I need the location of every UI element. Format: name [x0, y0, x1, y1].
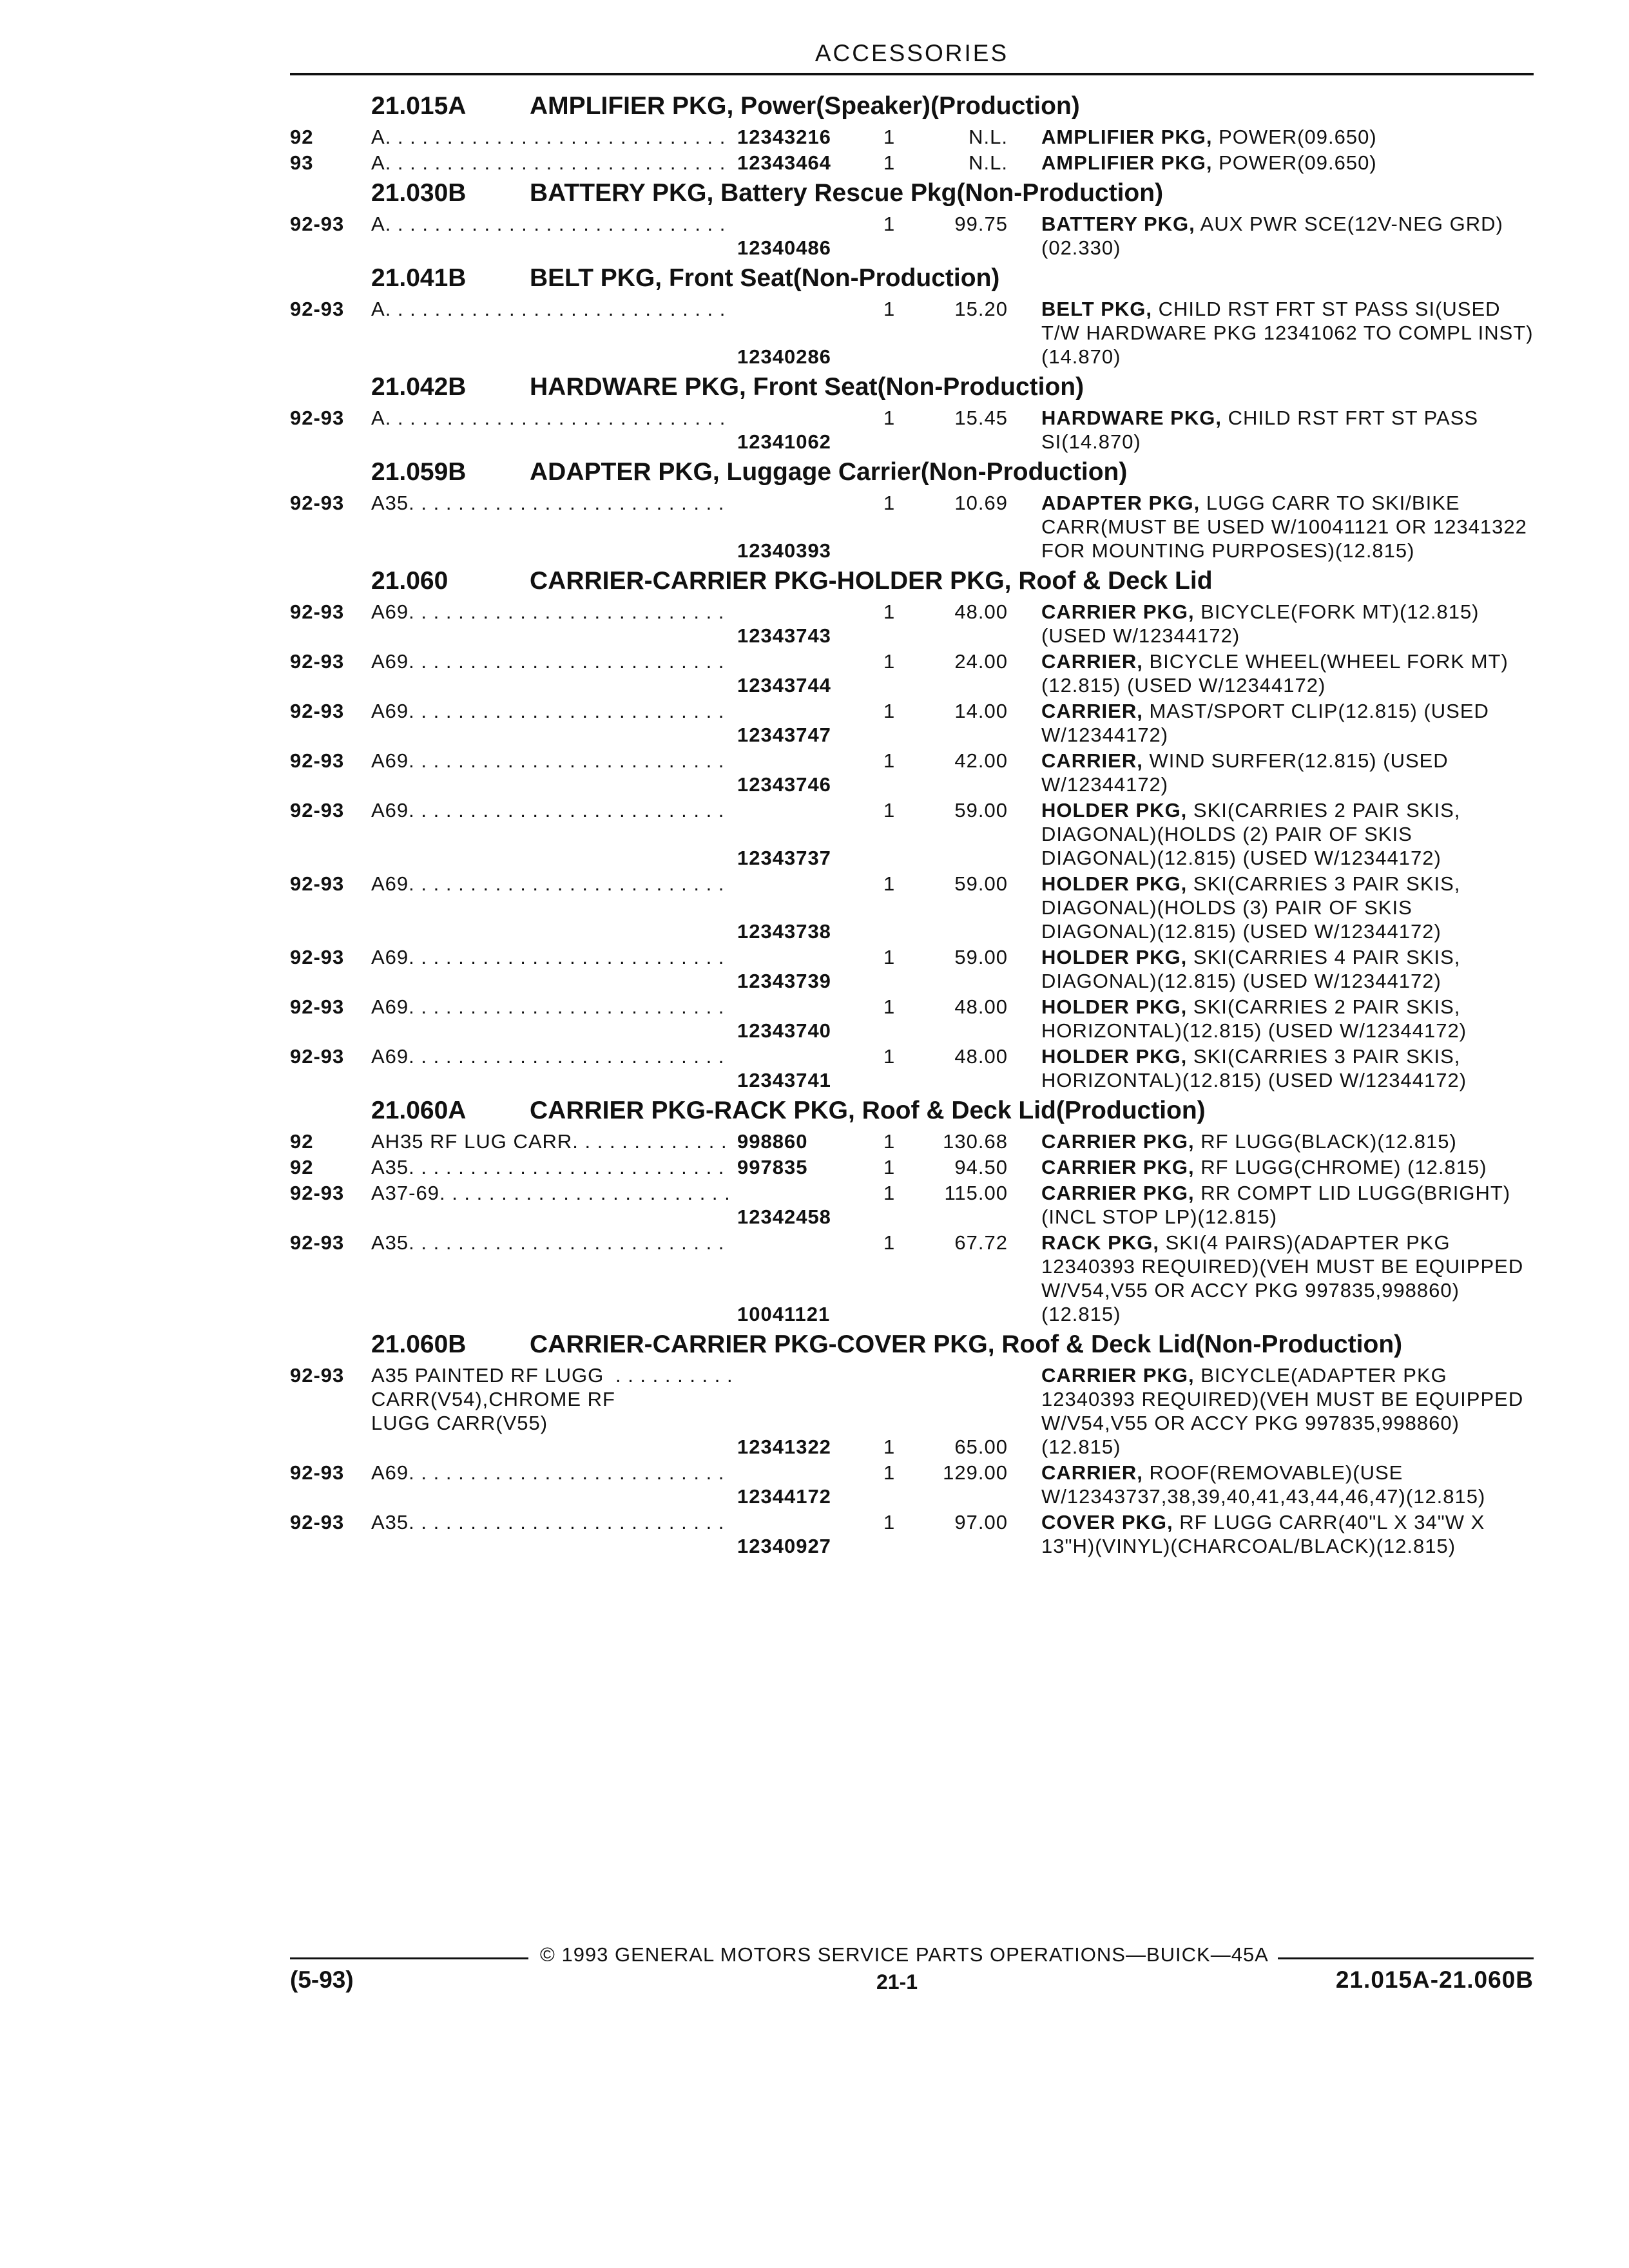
body-code — [371, 699, 732, 747]
quantity: 1 — [883, 126, 896, 148]
price: 48.00 — [954, 1045, 1008, 1068]
model-year: 92-93 — [290, 1231, 345, 1254]
body-code-text: A — [371, 407, 385, 429]
section-code: 21.060 — [371, 567, 448, 595]
footer-section-range: 21.015A-21.060B — [1335, 1966, 1534, 1993]
leader-dots — [409, 872, 732, 943]
price: 15.20 — [954, 298, 1008, 320]
part-name: CARRIER, — [1041, 1461, 1143, 1484]
part-number: 12343216 — [737, 126, 831, 148]
catalog-section — [290, 262, 1534, 369]
leader-dots — [439, 1181, 732, 1229]
part-detail: RF LUGG(BLACK)(12.815) — [1194, 1130, 1457, 1153]
section-heading — [290, 262, 1534, 294]
leader-dots — [409, 1510, 732, 1558]
model-year: 92-93 — [290, 1045, 345, 1068]
leader-dots — [409, 491, 732, 562]
part-detail: RF LUGG(CHROME) (12.815) — [1194, 1156, 1487, 1178]
body-code — [371, 798, 732, 870]
part-number: 12340286 — [737, 345, 831, 368]
part-name: AMPLIFIER PKG, — [1041, 126, 1213, 148]
body-code-text: A69 — [371, 749, 409, 772]
body-code — [371, 649, 732, 697]
section-heading — [290, 1095, 1534, 1127]
body-code-text: A69 — [371, 1045, 409, 1068]
leader-dots — [409, 798, 732, 870]
part-name: CARRIER PKG, — [1041, 1156, 1195, 1178]
part-number: 12343741 — [737, 1069, 831, 1091]
body-code-text: A — [371, 298, 385, 320]
part-description — [1041, 1363, 1534, 1459]
catalog-section — [290, 1329, 1534, 1558]
leader-dots — [385, 151, 732, 175]
part-row — [290, 151, 1534, 175]
section-heading — [290, 177, 1534, 209]
model-year: 92-93 — [290, 995, 345, 1018]
model-year: 92-93 — [290, 1461, 345, 1484]
part-row — [290, 872, 1534, 943]
body-code — [371, 749, 732, 796]
part-name: CARRIER, — [1041, 700, 1143, 722]
section-code: 21.042B — [371, 373, 467, 401]
model-year: 92-93 — [290, 407, 345, 429]
quantity: 1 — [883, 298, 896, 320]
model-year: 92 — [290, 1130, 314, 1153]
price: 48.00 — [954, 601, 1008, 623]
part-name: CARRIER PKG, — [1041, 1364, 1195, 1387]
section-heading — [290, 90, 1534, 122]
part-number: 12344172 — [737, 1485, 831, 1508]
part-row — [290, 699, 1534, 747]
part-description — [1041, 1461, 1534, 1508]
part-name: ADAPTER PKG, — [1041, 492, 1200, 514]
part-number: 12343746 — [737, 773, 831, 796]
part-description — [1041, 600, 1534, 648]
section-title: BELT PKG, Front Seat(Non-Production) — [530, 264, 1000, 292]
price: 48.00 — [954, 995, 1008, 1018]
body-code — [371, 945, 732, 993]
part-number: 12343743 — [737, 624, 831, 647]
part-number: 997835 — [737, 1156, 808, 1178]
leader-dots — [409, 649, 732, 697]
part-row — [290, 995, 1534, 1043]
part-row — [290, 1510, 1534, 1558]
body-code — [371, 491, 732, 562]
model-year: 92-93 — [290, 213, 345, 235]
part-row — [290, 1155, 1534, 1179]
body-code-text: A69 — [371, 995, 409, 1018]
part-row — [290, 1129, 1534, 1153]
leader-dots — [409, 1231, 732, 1326]
body-code — [371, 1461, 732, 1508]
quantity: 1 — [883, 1182, 896, 1204]
part-row — [290, 1363, 1534, 1459]
part-detail: MAST/SPORT CLIP(12.815) (USED W/12344172) — [1041, 700, 1489, 746]
footer-page-number: 21-1 — [876, 1970, 918, 1994]
model-year: 92-93 — [290, 601, 345, 623]
body-code-text: AH35 RF LUG CARR — [371, 1130, 573, 1153]
model-year: 92-93 — [290, 799, 345, 822]
body-code-text: A69 — [371, 946, 409, 968]
body-code — [371, 212, 732, 260]
part-detail: SKI(CARRIES 4 PAIR SKIS, DIAGONAL)(12.815) (USED W/12344172) — [1041, 946, 1461, 992]
body-code-text: A35 PAINTED RF LUGG CARR(V54),CHROME RF LUGG CARR(V55) — [371, 1364, 615, 1434]
body-code-text: A69 — [371, 700, 409, 722]
quantity: 1 — [883, 492, 896, 514]
part-detail: WIND SURFER(12.815) (USED W/12344172) — [1041, 749, 1449, 796]
model-year: 92-93 — [290, 298, 345, 320]
part-number: 10041121 — [737, 1303, 831, 1325]
part-row — [290, 125, 1534, 149]
part-description — [1041, 945, 1534, 993]
part-description — [1041, 1510, 1534, 1558]
price: 94.50 — [954, 1156, 1008, 1178]
part-detail: CHILD RST FRT ST PASS SI(USED T/W HARDWARE PKG 12341062 TO COMPL INST)(14.870) — [1041, 298, 1534, 368]
part-description — [1041, 872, 1534, 943]
part-number: 12341322 — [737, 1436, 831, 1458]
body-code — [371, 125, 732, 149]
leader-dots — [409, 1044, 732, 1092]
quantity: 1 — [883, 213, 896, 235]
section-title: BATTERY PKG, Battery Rescue Pkg(Non-Production) — [530, 179, 1164, 207]
part-name: HOLDER PKG, — [1041, 1045, 1188, 1068]
part-detail: RR COMPT LID LUGG(BRIGHT)(INCL STOP LP)(12.815) — [1041, 1182, 1511, 1228]
parts-listing — [290, 90, 1534, 1561]
quantity: 1 — [883, 799, 896, 822]
part-row — [290, 945, 1534, 993]
part-name: HARDWARE PKG, — [1041, 407, 1222, 429]
body-code — [371, 1231, 732, 1326]
part-row — [290, 600, 1534, 648]
part-name: CARRIER PKG, — [1041, 1130, 1195, 1153]
model-year: 92-93 — [290, 1511, 345, 1533]
section-heading — [290, 1329, 1534, 1361]
part-description — [1041, 1044, 1534, 1092]
part-number: 12343747 — [737, 724, 831, 746]
part-name: HOLDER PKG, — [1041, 872, 1188, 895]
quantity: 1 — [883, 1156, 896, 1178]
body-code-text: A37-69 — [371, 1182, 439, 1204]
quantity: 1 — [883, 1436, 896, 1458]
part-detail: SKI(CARRIES 2 PAIR SKIS, DIAGONAL)(HOLDS (2) PAIR OF SKIS DIAGONAL)(12.815) (USED W/12344172) — [1041, 799, 1461, 869]
quantity: 1 — [883, 700, 896, 722]
part-number: 12343738 — [737, 920, 831, 943]
part-description — [1041, 297, 1534, 369]
part-number: 998860 — [737, 1130, 808, 1153]
price: 42.00 — [954, 749, 1008, 772]
part-detail: SKI(CARRIES 3 PAIR SKIS, DIAGONAL)(HOLDS (3) PAIR OF SKIS DIAGONAL)(12.815) (USED W/12344172) — [1041, 872, 1461, 943]
part-detail: POWER(09.650) — [1212, 151, 1377, 174]
part-number: 12343744 — [737, 674, 831, 697]
part-detail: ROOF(REMOVABLE)(USE W/12343737,38,39,40,41,43,44,46,47)(12.815) — [1041, 1461, 1486, 1508]
header-rule — [290, 73, 1534, 75]
part-detail: BICYCLE(FORK MT)(12.815) (USED W/12344172) — [1041, 601, 1480, 647]
part-detail: SKI(4 PAIRS)(ADAPTER PKG 12340393 REQUIRED)(VEH MUST BE EQUIPPED W/V54,V55 OR ACCY PKG 997835,998860)(12.815) — [1041, 1231, 1524, 1325]
body-code-text: A — [371, 151, 385, 174]
price: 115.00 — [944, 1182, 1008, 1204]
price: N.L. — [969, 126, 1008, 148]
part-name: HOLDER PKG, — [1041, 946, 1188, 968]
part-row — [290, 1461, 1534, 1508]
part-description — [1041, 1231, 1534, 1326]
model-year: 93 — [290, 151, 314, 174]
price: 65.00 — [954, 1436, 1008, 1458]
part-detail: CHILD RST FRT ST PASS SI(14.870) — [1041, 407, 1479, 453]
catalog-section — [290, 456, 1534, 562]
part-row — [290, 406, 1534, 454]
leader-dots — [409, 749, 732, 796]
quantity: 1 — [883, 407, 896, 429]
section-title: ADAPTER PKG, Luggage Carrier(Non-Production) — [530, 458, 1128, 486]
price: 129.00 — [943, 1461, 1008, 1484]
leader-dots — [385, 125, 732, 149]
leader-dots — [572, 1129, 732, 1153]
model-year: 92-93 — [290, 872, 345, 895]
model-year: 92 — [290, 1156, 314, 1178]
body-code-text: A69 — [371, 799, 409, 822]
leader-dots — [385, 297, 732, 369]
body-code-text: A69 — [371, 650, 409, 673]
price: 99.75 — [954, 213, 1008, 235]
part-description — [1041, 1181, 1534, 1229]
price: 59.00 — [954, 872, 1008, 895]
page-title: ACCESSORIES — [815, 40, 1009, 66]
body-code — [371, 1129, 732, 1153]
price: N.L. — [969, 151, 1008, 174]
quantity: 1 — [883, 1231, 896, 1254]
part-number: 12343464 — [737, 151, 831, 174]
part-description — [1041, 1129, 1534, 1153]
part-description — [1041, 1155, 1534, 1179]
part-name: HOLDER PKG, — [1041, 799, 1188, 822]
body-code — [371, 600, 732, 648]
body-code-text: A35 — [371, 492, 409, 514]
part-number: 12343737 — [737, 847, 831, 869]
part-number: 12341062 — [737, 430, 831, 453]
section-code: 21.041B — [371, 264, 467, 292]
footer-date: (5-93) — [290, 1966, 354, 1993]
part-name: CARRIER, — [1041, 650, 1143, 673]
quantity: 1 — [883, 1130, 896, 1153]
part-row — [290, 1231, 1534, 1326]
section-title: HARDWARE PKG, Front Seat(Non-Production) — [530, 373, 1084, 401]
catalog-section — [290, 90, 1534, 175]
price: 15.45 — [954, 407, 1008, 429]
catalog-section — [290, 1095, 1534, 1326]
section-code: 21.060A — [371, 1097, 467, 1124]
part-row — [290, 491, 1534, 562]
part-description — [1041, 649, 1534, 697]
leader-dots — [385, 406, 732, 454]
section-code: 21.059B — [371, 458, 467, 486]
body-code — [371, 872, 732, 943]
model-year: 92-93 — [290, 1182, 345, 1204]
part-description — [1041, 151, 1534, 175]
part-number: 12342458 — [737, 1206, 831, 1228]
part-name: HOLDER PKG, — [1041, 995, 1188, 1018]
section-title: AMPLIFIER PKG, Power(Speaker)(Production) — [530, 92, 1080, 120]
model-year: 92 — [290, 126, 314, 148]
part-detail: SKI(CARRIES 3 PAIR SKIS, HORIZONTAL)(12.815) (USED W/12344172) — [1041, 1045, 1467, 1091]
body-code-text: A — [371, 213, 385, 235]
model-year: 92-93 — [290, 650, 345, 673]
price: 59.00 — [954, 799, 1008, 822]
quantity: 1 — [883, 995, 896, 1018]
quantity: 1 — [883, 872, 896, 895]
part-detail: BICYCLE(ADAPTER PKG 12340393 REQUIRED)(VEH MUST BE EQUIPPED W/V54,V55 OR ACCY PKG 997835,998860)(12.815) — [1041, 1364, 1524, 1458]
leader-dots — [409, 1155, 732, 1179]
leader-dots — [409, 945, 732, 993]
part-number: 12343739 — [737, 970, 831, 992]
quantity: 1 — [883, 946, 896, 968]
part-row — [290, 212, 1534, 260]
quantity: 1 — [883, 1461, 896, 1484]
part-name: BATTERY PKG, — [1041, 213, 1195, 235]
part-number: 12343740 — [737, 1019, 831, 1042]
part-row — [290, 297, 1534, 369]
part-name: CARRIER, — [1041, 749, 1143, 772]
leader-dots — [409, 699, 732, 747]
body-code — [371, 995, 732, 1043]
section-heading — [290, 565, 1534, 597]
price: 130.68 — [943, 1130, 1008, 1153]
leader-dots — [615, 1363, 732, 1459]
part-description — [1041, 125, 1534, 149]
leader-dots — [385, 212, 732, 260]
part-row — [290, 649, 1534, 697]
catalog-section — [290, 177, 1534, 260]
body-code — [371, 406, 732, 454]
quantity: 1 — [883, 1045, 896, 1068]
section-title: CARRIER PKG-RACK PKG, Roof & Deck Lid(Production) — [530, 1097, 1206, 1124]
part-row — [290, 749, 1534, 796]
part-description — [1041, 798, 1534, 870]
body-code — [371, 297, 732, 369]
quantity: 1 — [883, 601, 896, 623]
section-code: 21.030B — [371, 179, 467, 207]
price: 59.00 — [954, 946, 1008, 968]
quantity: 1 — [883, 1511, 896, 1533]
part-name: CARRIER PKG, — [1041, 601, 1195, 623]
part-row — [290, 1044, 1534, 1092]
part-description — [1041, 995, 1534, 1043]
footer-rule-right — [1278, 1957, 1534, 1959]
part-detail: LUGG CARR TO SKI/BIKE CARR(MUST BE USED W/10041121 OR 12341322 FOR MOUNTING PURPOSES)(12.815) — [1041, 492, 1527, 562]
quantity: 1 — [883, 650, 896, 673]
leader-dots — [409, 995, 732, 1043]
price: 24.00 — [954, 650, 1008, 673]
body-code — [371, 1363, 732, 1459]
quantity: 1 — [883, 151, 896, 174]
part-detail: RF LUGG CARR(40"L X 34"W X 13"H)(VINYL)(CHARCOAL/BLACK)(12.815) — [1041, 1511, 1485, 1557]
model-year: 92-93 — [290, 946, 345, 968]
section-title: CARRIER-CARRIER PKG-COVER PKG, Roof & Deck Lid(Non-Production) — [530, 1331, 1403, 1358]
price: 67.72 — [954, 1231, 1008, 1254]
body-code-text: A — [371, 126, 385, 148]
part-name: RACK PKG, — [1041, 1231, 1159, 1254]
part-name: AMPLIFIER PKG, — [1041, 151, 1213, 174]
quantity: 1 — [883, 749, 896, 772]
body-code — [371, 151, 732, 175]
body-code-text: A35 — [371, 1511, 409, 1533]
body-code — [371, 1510, 732, 1558]
price: 10.69 — [954, 492, 1008, 514]
model-year: 92-93 — [290, 1364, 345, 1387]
body-code-text: A69 — [371, 872, 409, 895]
section-heading — [290, 456, 1534, 488]
part-description — [1041, 406, 1534, 454]
body-code — [371, 1181, 732, 1229]
footer-copyright: © 1993 GENERAL MOTORS SERVICE PARTS OPERATIONS—BUICK—45A — [540, 1943, 1269, 1966]
part-number: 12340486 — [737, 236, 831, 259]
body-code — [371, 1155, 732, 1179]
model-year: 92-93 — [290, 700, 345, 722]
section-code: 21.060B — [371, 1331, 467, 1358]
part-name: BELT PKG, — [1041, 298, 1153, 320]
part-name: COVER PKG, — [1041, 1511, 1173, 1533]
body-code-text: A69 — [371, 1461, 409, 1484]
part-description — [1041, 749, 1534, 796]
model-year: 92-93 — [290, 749, 345, 772]
part-description — [1041, 212, 1534, 260]
part-number: 12340393 — [737, 539, 831, 562]
body-code-text: A69 — [371, 601, 409, 623]
body-code-text: A35 — [371, 1156, 409, 1178]
section-title: CARRIER-CARRIER PKG-HOLDER PKG, Roof & Deck Lid — [530, 567, 1213, 595]
part-detail: POWER(09.650) — [1212, 126, 1377, 148]
part-description — [1041, 491, 1534, 562]
part-detail: BICYCLE WHEEL(WHEEL FORK MT)(12.815) (USED W/12344172) — [1041, 650, 1509, 697]
part-detail: AUX PWR SCE(12V-NEG GRD)(02.330) — [1041, 213, 1503, 259]
footer-rule-left — [290, 1957, 528, 1959]
price: 14.00 — [954, 700, 1008, 722]
part-description — [1041, 699, 1534, 747]
catalog-section — [290, 371, 1534, 454]
part-detail: SKI(CARRIES 2 PAIR SKIS, HORIZONTAL)(12.815) (USED W/12344172) — [1041, 995, 1467, 1042]
leader-dots — [409, 600, 732, 648]
part-name: CARRIER PKG, — [1041, 1182, 1195, 1204]
price: 97.00 — [954, 1511, 1008, 1533]
body-code-text: A35 — [371, 1231, 409, 1254]
part-row — [290, 798, 1534, 870]
section-code: 21.015A — [371, 92, 467, 120]
body-code — [371, 1044, 732, 1092]
leader-dots — [409, 1461, 732, 1508]
model-year: 92-93 — [290, 492, 345, 514]
section-heading — [290, 371, 1534, 403]
part-number: 12340927 — [737, 1535, 831, 1557]
part-row — [290, 1181, 1534, 1229]
catalog-section — [290, 565, 1534, 1092]
